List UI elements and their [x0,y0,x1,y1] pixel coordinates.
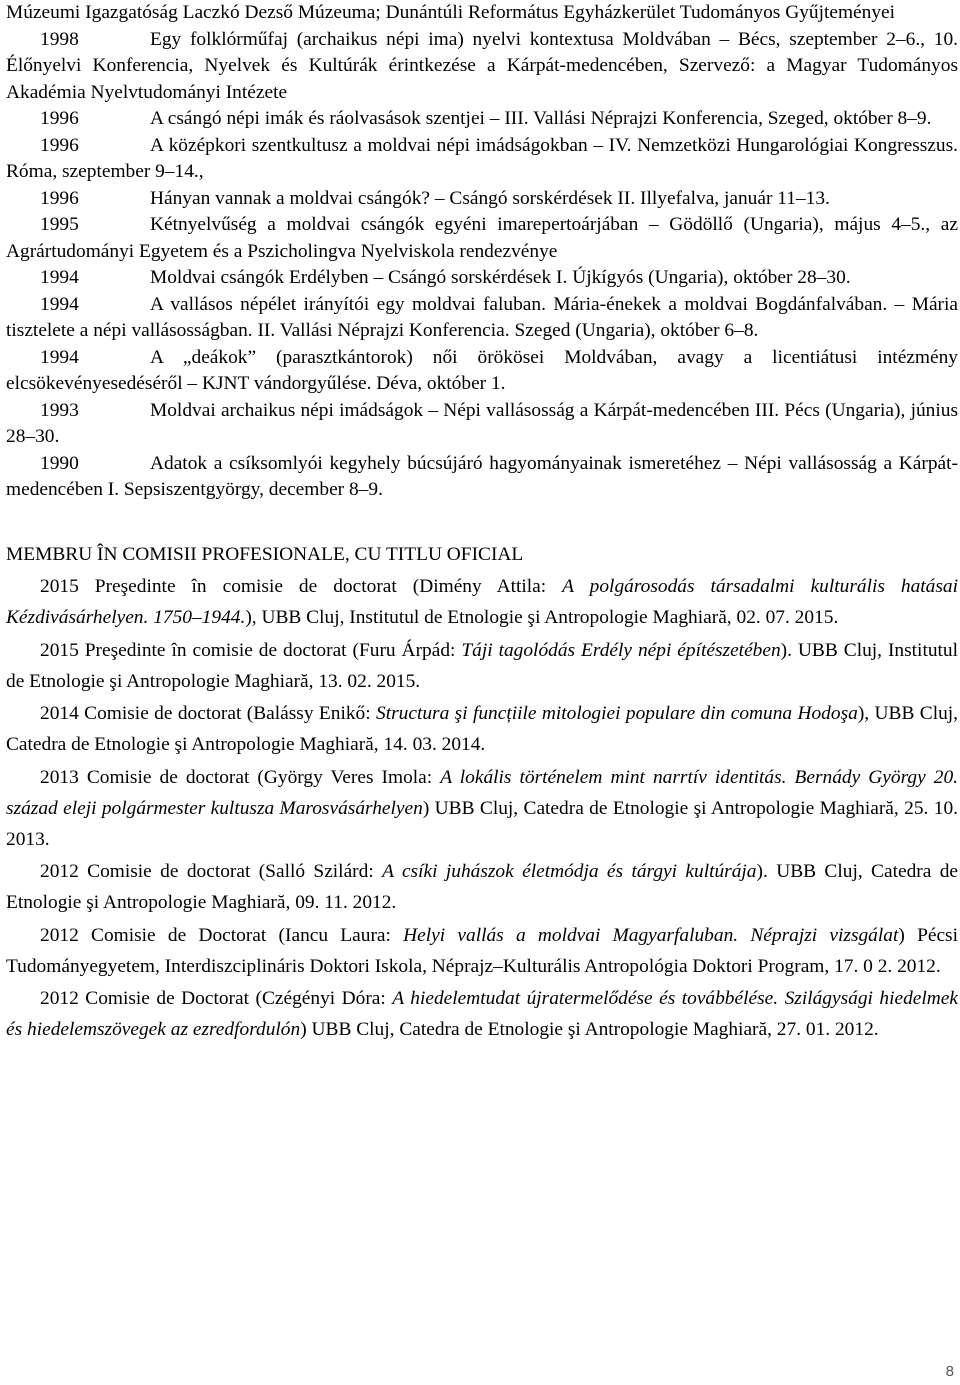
italic-title: A lokális történelem mint narrtív identitás. Bernády György 20. század eleji polgármester kultusza Marosvásárhelyen [6,766,958,819]
section-heading-committees: MEMBRU ÎN COMISII PROFESIONALE, CU TITLU OFICIAL [6,543,524,565]
committee-entry [6,698,958,760]
entry-year: 1994 [40,293,79,315]
conference-entry [6,292,958,345]
entry-text: 2012 Comisie de Doctorat (Czégényi Dóra: [40,988,393,1009]
entry-year: 1996 [40,187,79,209]
conference-entry [6,186,958,213]
entry-text: A „deákok” (parasztkántorok) női örökösei Moldvában, avagy a licentiátusi intézmény elcsökevényesedéséről – KJNT vándorgyűlése. Déva, október 1. [6,346,958,394]
entry-text: Adatok a csíksomlyói kegyhely búcsújáró hagyományainak ismeretéhez – Népi vallásosság a Kárpát-medencében I. Sepsiszentgyörgy, december 8–9. [6,452,958,500]
italic-title: Structura şi funcțiile mitologiei populare din comuna Hodoşa [376,703,858,724]
entry-year: 1998 [40,28,79,50]
conference-entry [6,451,958,504]
conference-entry [6,398,958,451]
entry-text: ). UBB Cluj, Institutul de Etnologie şi Antropologie Maghiară, 13. 02. 2015. [6,639,958,692]
entry-text: Múzeumi Igazgatóság Laczkó Dezső Múzeuma; Dunántúli Református Egyházkerület Tudományos Gyűjteményei [6,2,896,23]
committee-entry [6,920,958,982]
entry-text: ). UBB Cluj, Catedra de Etnologie şi Antropologie Maghiară, 09. 11. 2012. [6,861,959,913]
entry-text: Hányan vannak a moldvai csángók? – Csángó sorskérdések II. Illyefalva, január 11–13. [150,187,830,209]
committee-entry [6,762,958,855]
document-page [6,0,958,1045]
italic-title: A csíki juhászok életmódja és tárgyi kultúrája [382,861,757,882]
entry-year: 1996 [40,134,79,156]
italic-title: Táji tagolódás Erdély népi építészetében [461,639,781,661]
conference-entry [6,265,958,292]
entry-text: 2013 Comisie de doctorat (György Veres Imola: [40,766,441,788]
entry-text: 2015 Preşedinte în comisie de doctorat (Dimény Attila: [40,576,563,597]
entry-text: ), UBB Cluj, Catedra de Etnologie şi Antropologie Maghiară, 14. 03. 2014. [6,703,959,755]
committee-entry [6,983,958,1045]
conference-list [6,0,958,504]
entry-text: A középkori szentkultusz a moldvai népi imádságokban – IV. Nemzetközi Hungarológiai Kongresszus. Róma, szeptember 9–14., [6,134,958,182]
italic-title: A hiedelemtudat újratermelődése és továbbélése. Szilágysági hiedelmek és hiedelemszövegek az ezredfordulón [6,988,959,1040]
entry-text: ), UBB Cluj, Institutul de Etnologie şi Antropologie Maghiară, 02. 07. 2015. [245,607,839,628]
entry-year: 1994 [40,346,79,368]
committee-entry [6,856,958,918]
entry-year: 1990 [40,452,79,474]
entry-text: A csángó népi imák és ráolvasások szentjei – III. Vallási Néprajzi Konferencia, Szeged, október 8–9. [150,108,932,129]
entry-text: Moldvai csángók Erdélyben – Csángó sorskérdések I. Újkígyós (Ungaria), október 28–30. [150,267,851,288]
page-number: 8 [945,1363,954,1380]
entry-text: ) UBB Cluj, Catedra de Etnologie şi Antropologie Maghiară, 25. 10. 2013. [6,797,958,850]
committee-list [6,571,958,1045]
entry-text: Moldvai archaikus népi imádságok – Népi vallásosság a Kárpát-medencében III. Pécs (Ungaria), június 28–30. [6,399,958,447]
italic-title: Helyi vallás a moldvai Magyarfaluban. Néprajzi vizsgálat [403,924,899,946]
entry-text: ) UBB Cluj, Catedra de Etnologie şi Antropologie Maghiară, 27. 01. 2012. [300,1019,879,1040]
entry-text: 2014 Comisie de doctorat (Balássy Enikő: [40,703,377,724]
entry-text: ) Pécsi Tudományegyetem, Interdiszciplináris Doktori Iskola, Néprajz–Kulturális Antropológia Doktori Program, 17. 0 2. 2012. [6,924,958,977]
entry-text: Egy folklórműfaj (archaikus népi ima) nyelvi kontextusa Moldvában – Bécs, szeptember 2–6., 10. Élőnyelvi Konferencia, Nyelvek és Kultúrák érintkezése a Kárpát-medencében, Szervező: a Magyar Tudományos Akadémia Nyelvtudományi Intézete [6,28,958,103]
italic-title: A polgárosodás társadalmi kulturális hatásai Kézdivásárhelyen. 1750–1944. [6,576,958,628]
entry-year: 1994 [40,267,79,288]
entry-text: Kétnyelvűség a moldvai csángók egyéni imarepertoárjában – Gödöllő (Ungaria), május 4–5., az Agrártudományi Egyetem és a Pszicholingva Nyelviskola rendezvénye [6,214,958,262]
entry-text: 2012 Comisie de doctorat (Salló Szilárd: [40,861,383,882]
conference-entry [6,345,958,398]
conference-entry [6,133,958,186]
conference-entry [6,106,958,133]
entry-text: 2015 Preşedinte în comisie de doctorat (Furu Árpád: [40,639,462,661]
conference-entry [6,212,958,265]
conference-entry [6,0,958,27]
entry-year: 1996 [40,108,79,129]
committee-entry [6,635,958,697]
entry-year: 1995 [40,214,79,235]
conference-entry [6,27,958,107]
entry-text: A vallásos népélet irányítói egy moldvai faluban. Mária-énekek a moldvai Bogdánfalvában. – Mária tisztelete a népi vallásosságban. II. Vallási Néprajzi Konferencia. Szeged (Ungaria), október 6–8. [6,293,958,341]
entry-text: 2012 Comisie de Doctorat (Iancu Laura: [40,924,404,946]
committee-entry [6,571,958,633]
entry-year: 1993 [40,399,79,421]
